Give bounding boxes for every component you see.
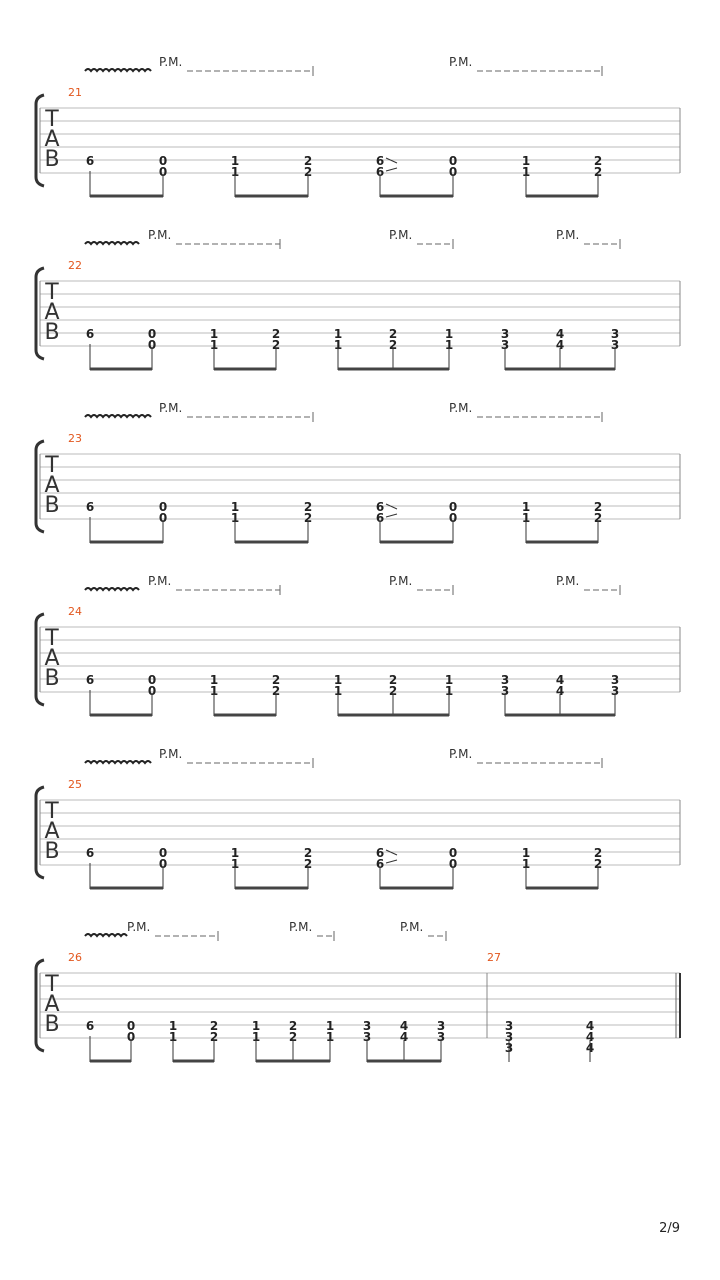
fret-number: 0: [147, 327, 157, 341]
tab-clef-letter: T: [45, 799, 59, 824]
fret-number: 2: [288, 1019, 298, 1033]
vibrato-wave: [85, 415, 151, 417]
fret-number: 2: [288, 1030, 298, 1044]
vibrato-wave: [85, 242, 139, 244]
bar-number: 22: [68, 259, 82, 272]
fret-number: 3: [504, 1041, 514, 1055]
tab-clef-letter: A: [44, 300, 60, 325]
tab-clef-letter: T: [45, 107, 59, 132]
fret-number: 0: [448, 165, 458, 179]
fret-number: 2: [593, 165, 603, 179]
fret-number: 1: [230, 846, 240, 860]
fret-number: 3: [610, 684, 620, 698]
fret-number: 0: [147, 684, 157, 698]
fret-number: 6: [375, 511, 385, 525]
fret-number: 1: [168, 1030, 178, 1044]
palm-mute-label: P.M.: [449, 55, 473, 69]
fret-number: 1: [444, 684, 454, 698]
bar-number: 26: [68, 951, 82, 964]
fret-number: 0: [448, 511, 458, 525]
fret-number: 2: [303, 154, 313, 168]
tab-clef-letter: A: [44, 819, 60, 844]
fret-number: 4: [555, 327, 565, 341]
slide-mark: [386, 514, 397, 517]
fret-number: 0: [147, 673, 157, 687]
fret-number: 3: [500, 338, 510, 352]
tab-clef-letter: B: [44, 1012, 60, 1037]
fret-number: 6: [85, 500, 95, 514]
slide-mark: [386, 860, 397, 863]
palm-mute-label: P.M.: [148, 228, 172, 242]
tab-clef-letter: T: [45, 280, 59, 305]
fret-number: 2: [271, 684, 281, 698]
fret-number: 1: [333, 684, 343, 698]
fret-number: 6: [85, 1019, 95, 1033]
fret-number: 6: [375, 857, 385, 871]
fret-number: 3: [500, 673, 510, 687]
fret-number: 2: [303, 165, 313, 179]
tab-system: [36, 574, 680, 716]
fret-number: 4: [399, 1030, 409, 1044]
fret-number: 1: [521, 846, 531, 860]
palm-mute-label: P.M.: [127, 920, 151, 934]
palm-mute-label: P.M.: [159, 401, 183, 415]
fret-number: 1: [230, 154, 240, 168]
fret-number: 0: [158, 846, 168, 860]
fret-number: 2: [209, 1030, 219, 1044]
tab-clef-letter: T: [45, 972, 59, 997]
vibrato-wave: [85, 69, 151, 71]
fret-number: 0: [448, 846, 458, 860]
tab-clef-letter: A: [44, 646, 60, 671]
fret-number: 6: [375, 165, 385, 179]
bar-number: 23: [68, 432, 82, 445]
fret-number: 2: [388, 327, 398, 341]
fret-number: 1: [521, 154, 531, 168]
fret-number: 3: [362, 1019, 372, 1033]
fret-number: 0: [126, 1019, 136, 1033]
fret-number: 3: [610, 327, 620, 341]
tab-clef-letter: T: [45, 626, 59, 651]
fret-number: 1: [209, 327, 219, 341]
bar-number: 24: [68, 605, 82, 618]
fret-number: 1: [521, 511, 531, 525]
tab-clef-letter: B: [44, 666, 60, 691]
fret-number: 1: [168, 1019, 178, 1033]
bar-number: 21: [68, 86, 82, 99]
tab-clef-letter: A: [44, 127, 60, 152]
fret-number: 4: [555, 684, 565, 698]
fret-number: 1: [251, 1019, 261, 1033]
palm-mute-label: P.M.: [159, 747, 183, 761]
fret-number: 6: [375, 154, 385, 168]
fret-number: 4: [555, 338, 565, 352]
fret-number: 1: [521, 500, 531, 514]
palm-mute-label: P.M.: [289, 920, 313, 934]
vibrato-wave: [85, 934, 127, 936]
fret-number: 1: [230, 857, 240, 871]
fret-number: 2: [388, 338, 398, 352]
fret-number: 3: [504, 1030, 514, 1044]
fret-number: 6: [375, 500, 385, 514]
fret-number: 6: [85, 846, 95, 860]
fret-number: 3: [610, 673, 620, 687]
fret-number: 2: [593, 154, 603, 168]
fret-number: 1: [325, 1019, 335, 1033]
vibrato-wave: [85, 588, 139, 590]
fret-number: 1: [209, 673, 219, 687]
fret-number: 0: [158, 500, 168, 514]
fret-number: 1: [333, 327, 343, 341]
fret-number: 2: [593, 857, 603, 871]
fret-number: 0: [147, 338, 157, 352]
palm-mute-label: P.M.: [449, 747, 473, 761]
fret-number: 2: [303, 846, 313, 860]
fret-number: 1: [333, 673, 343, 687]
bar-number: 27: [487, 951, 501, 964]
fret-number: 2: [593, 511, 603, 525]
palm-mute-label: P.M.: [389, 574, 413, 588]
fret-number: 3: [436, 1030, 446, 1044]
fret-number: 2: [388, 684, 398, 698]
tab-clef-letter: B: [44, 147, 60, 172]
fret-number: 4: [585, 1041, 595, 1055]
fret-number: 1: [230, 511, 240, 525]
tab-clef-letter: B: [44, 320, 60, 345]
fret-number: 4: [555, 673, 565, 687]
palm-mute-label: P.M.: [400, 920, 424, 934]
tab-system: [36, 401, 680, 543]
vibrato-wave: [85, 761, 151, 763]
tab-system: [36, 55, 680, 197]
bar-number: 25: [68, 778, 82, 791]
fret-number: 3: [362, 1030, 372, 1044]
palm-mute-label: P.M.: [556, 574, 580, 588]
fret-number: 1: [251, 1030, 261, 1044]
tab-system: [36, 228, 680, 370]
fret-number: 1: [444, 327, 454, 341]
fret-number: 0: [126, 1030, 136, 1044]
tab-clef-letter: A: [44, 992, 60, 1017]
fret-number: 0: [158, 165, 168, 179]
fret-number: 1: [444, 338, 454, 352]
palm-mute-label: P.M.: [389, 228, 413, 242]
fret-number: 1: [209, 338, 219, 352]
fret-number: 1: [230, 165, 240, 179]
fret-number: 1: [521, 165, 531, 179]
palm-mute-label: P.M.: [159, 55, 183, 69]
tab-clef-letter: T: [45, 453, 59, 478]
fret-number: 4: [585, 1019, 595, 1033]
fret-number: 2: [303, 500, 313, 514]
fret-number: 0: [448, 154, 458, 168]
fret-number: 6: [85, 154, 95, 168]
fret-number: 1: [325, 1030, 335, 1044]
fret-number: 6: [375, 846, 385, 860]
fret-number: 2: [593, 846, 603, 860]
fret-number: 1: [521, 857, 531, 871]
tab-system: [36, 747, 680, 889]
palm-mute-label: P.M.: [148, 574, 172, 588]
fret-number: 2: [593, 500, 603, 514]
fret-number: 2: [209, 1019, 219, 1033]
tab-clef-letter: B: [44, 493, 60, 518]
fret-number: 6: [85, 673, 95, 687]
fret-number: 3: [504, 1019, 514, 1033]
palm-mute-label: P.M.: [556, 228, 580, 242]
fret-number: 0: [158, 857, 168, 871]
fret-number: 2: [303, 511, 313, 525]
fret-number: 1: [333, 338, 343, 352]
fret-number: 1: [444, 673, 454, 687]
fret-number: 3: [436, 1019, 446, 1033]
fret-number: 1: [209, 684, 219, 698]
fret-number: 2: [271, 327, 281, 341]
fret-number: 0: [158, 511, 168, 525]
fret-number: 4: [399, 1019, 409, 1033]
fret-number: 3: [500, 327, 510, 341]
tab-clef-letter: B: [44, 839, 60, 864]
fret-number: 4: [585, 1030, 595, 1044]
fret-number: 2: [303, 857, 313, 871]
fret-number: 3: [500, 684, 510, 698]
fret-number: 1: [230, 500, 240, 514]
tab-clef-letter: A: [44, 473, 60, 498]
fret-number: 0: [448, 500, 458, 514]
fret-number: 2: [271, 338, 281, 352]
fret-number: 2: [271, 673, 281, 687]
fret-number: 2: [388, 673, 398, 687]
fret-number: 3: [610, 338, 620, 352]
fret-number: 0: [158, 154, 168, 168]
fret-number: 6: [85, 327, 95, 341]
page-number: 2/9: [659, 1221, 680, 1236]
slide-mark: [386, 168, 397, 171]
tab-system: [36, 920, 680, 1062]
fret-number: 0: [448, 857, 458, 871]
palm-mute-label: P.M.: [449, 401, 473, 415]
